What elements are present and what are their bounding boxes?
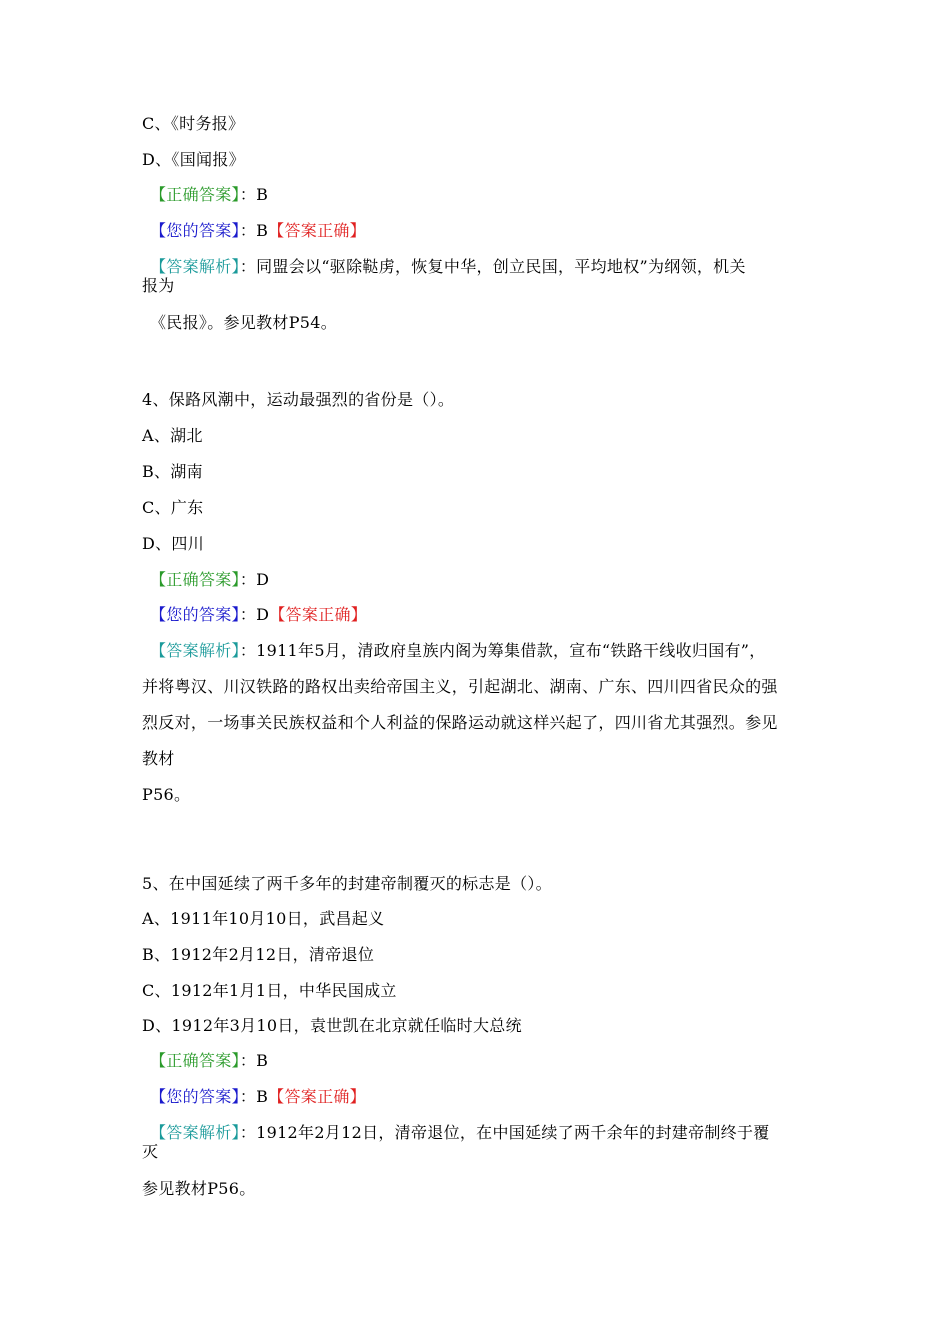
q5-option-d: D、1912年3月10日，袁世凯在北京就任临时大总统 [142, 1016, 522, 1035]
answer-result: 【答案正确】 [268, 1087, 366, 1106]
q3-correct-answer [150, 185, 268, 205]
analysis-text: ：1911年5月，清政府皇族内阁为筹集借款，宣布“铁路干线收归国有”， [239, 641, 766, 660]
analysis-text: ：1912年2月12日，清帝退位，在中国延续了两千余年的封建帝制终于覆 [239, 1123, 770, 1142]
q5-analysis-line2: 灭 [142, 1142, 159, 1161]
q5-option-c: C、1912年1月1日，中华民国成立 [142, 981, 397, 1000]
q3-analysis-line3: 《民报》。参见教材P54。 [150, 313, 338, 332]
your-answer-label: 【您的答案】 [150, 605, 240, 624]
q4-option-a: A、湖北 [142, 426, 203, 445]
q4-analysis-line3: 烈反对，一场事关民族权益和个人利益的保路运动就这样兴起了，四川省尤其强烈。参见 [142, 713, 778, 732]
q5-your-answer [150, 1087, 366, 1107]
q3-analysis [150, 257, 746, 277]
q5-option-b: B、1912年2月12日，清帝退位 [142, 945, 375, 964]
q4-analysis-line4: 教材 [142, 749, 175, 768]
q4-analysis [150, 641, 766, 661]
correct-answer-label: 【正确答案】 [150, 185, 240, 204]
q4-option-d: D、四川 [142, 534, 205, 553]
q5-analysis-line3: 参见教材P56。 [142, 1179, 256, 1198]
analysis-text: ：同盟会以“驱除鞑虏，恢复中华，创立民国，平均地权”为纲领，机关 [239, 257, 746, 276]
answer-result: 【答案正确】 [268, 221, 366, 240]
q4-option-b: B、湖南 [142, 462, 203, 481]
q4-option-c: C、广东 [142, 498, 204, 517]
correct-answer-value: ：D [239, 570, 270, 589]
analysis-label: 【答案解析】 [150, 257, 240, 276]
your-answer-label: 【您的答案】 [150, 221, 240, 240]
q4-analysis-line5: P56。 [142, 785, 191, 804]
q3-your-answer [150, 221, 366, 241]
your-answer-value: ：D [239, 605, 270, 624]
q3-option-d: D、《国闻报》 [142, 150, 245, 169]
q3-analysis-line2: 报为 [142, 276, 175, 295]
your-answer-value: ：B [239, 1087, 269, 1106]
q5-correct-answer [150, 1051, 268, 1071]
your-answer-label: 【您的答案】 [150, 1087, 240, 1106]
q4-correct-answer [150, 570, 269, 590]
q5-question: 5、在中国延续了两千多年的封建帝制覆灭的标志是（）。 [142, 874, 552, 893]
answer-result: 【答案正确】 [269, 605, 368, 624]
analysis-label: 【答案解析】 [150, 641, 240, 660]
your-answer-value: ：B [239, 221, 269, 240]
q4-your-answer [150, 605, 367, 625]
q4-analysis-line2: 并将粤汉、川汉铁路的路权出卖给帝国主义，引起湖北、湖南、广东、四川四省民众的强 [142, 677, 778, 696]
correct-answer-label: 【正确答案】 [150, 570, 240, 589]
q5-option-a: A、1911年10月10日，武昌起义 [142, 909, 385, 928]
correct-answer-value: ：B [239, 1051, 269, 1070]
analysis-label: 【答案解析】 [150, 1123, 240, 1142]
correct-answer-label: 【正确答案】 [150, 1051, 240, 1070]
correct-answer-value: ：B [239, 185, 269, 204]
q3-option-c: C、《时务报》 [142, 114, 245, 133]
q4-question: 4、保路风潮中，运动最强烈的省份是（）。 [142, 390, 455, 409]
q5-analysis [150, 1123, 770, 1143]
